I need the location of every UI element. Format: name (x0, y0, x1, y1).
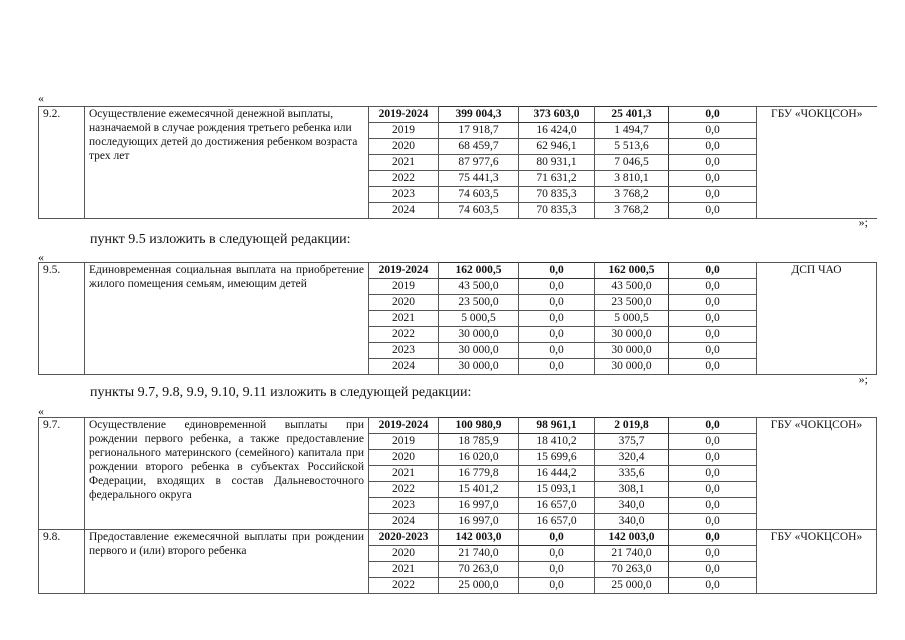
program-measures-table (38, 417, 877, 594)
federal-budget-cell: 16 444,2 (519, 466, 595, 482)
total-amount-cell: 100 980,9 (439, 418, 519, 434)
period-cell: 2019 (369, 123, 439, 139)
responsible-executor: ГБУ «ЧОКЦСОН» (757, 418, 877, 530)
other-sources-cell: 0,0 (669, 187, 757, 203)
regional-budget-cell: 5 513,6 (595, 139, 669, 155)
total-amount-cell: 30 000,0 (439, 327, 519, 343)
other-sources-cell: 0,0 (669, 359, 757, 375)
close-quote-mark: »; (858, 215, 868, 229)
open-quote-mark: « (38, 404, 44, 418)
federal-budget-cell: 373 603,0 (519, 107, 595, 123)
other-sources-cell: 0,0 (669, 450, 757, 466)
regional-budget-cell: 1 494,7 (595, 123, 669, 139)
other-sources-cell: 0,0 (669, 514, 757, 530)
other-sources-cell: 0,0 (669, 139, 757, 155)
federal-budget-cell: 62 946,1 (519, 139, 595, 155)
measure-number: 9.7. (39, 418, 85, 530)
total-amount-cell: 18 785,9 (439, 434, 519, 450)
period-cell: 2024 (369, 203, 439, 219)
federal-budget-cell: 0,0 (519, 562, 595, 578)
total-amount-cell: 16 997,0 (439, 514, 519, 530)
federal-budget-cell: 0,0 (519, 263, 595, 279)
federal-budget-cell: 0,0 (519, 546, 595, 562)
federal-budget-cell: 70 835,3 (519, 203, 595, 219)
total-amount-cell: 162 000,5 (439, 263, 519, 279)
regional-budget-cell: 30 000,0 (595, 327, 669, 343)
responsible-executor: ГБУ «ЧОКЦСОН» (757, 530, 877, 594)
regional-budget-cell: 21 740,0 (595, 546, 669, 562)
total-amount-cell: 25 000,0 (439, 578, 519, 594)
other-sources-cell: 0,0 (669, 530, 757, 546)
measure-number: 9.2. (39, 107, 85, 219)
measure-name: Единовременная социальная выплата на приобретение жилого помещения семьям, имеющим детей (85, 263, 369, 375)
federal-budget-cell: 71 631,2 (519, 171, 595, 187)
measure-number: 9.5. (39, 263, 85, 375)
period-cell: 2023 (369, 498, 439, 514)
total-amount-cell: 70 263,0 (439, 562, 519, 578)
total-amount-cell: 75 441,3 (439, 171, 519, 187)
period-cell: 2020 (369, 139, 439, 155)
other-sources-cell: 0,0 (669, 562, 757, 578)
measure-name: Предоставление ежемесячной выплаты при рождении первого и (или) второго ребенка (85, 530, 369, 594)
regional-budget-cell: 30 000,0 (595, 343, 669, 359)
federal-budget-cell: 0,0 (519, 530, 595, 546)
instruction-paragraph: пункты 9.7, 9.8, 9.9, 9.10, 9.11 изложить в следующей редакции: (90, 385, 472, 400)
total-amount-cell: 30 000,0 (439, 359, 519, 375)
other-sources-cell: 0,0 (669, 171, 757, 187)
regional-budget-cell: 43 500,0 (595, 279, 669, 295)
federal-budget-cell: 0,0 (519, 295, 595, 311)
regional-budget-cell: 142 003,0 (595, 530, 669, 546)
total-amount-cell: 74 603,5 (439, 203, 519, 219)
regional-budget-cell: 3 810,1 (595, 171, 669, 187)
federal-budget-cell: 98 961,1 (519, 418, 595, 434)
federal-budget-cell: 16 424,0 (519, 123, 595, 139)
federal-budget-cell: 15 699,6 (519, 450, 595, 466)
total-amount-cell: 23 500,0 (439, 295, 519, 311)
federal-budget-cell: 16 657,0 (519, 514, 595, 530)
federal-budget-cell: 15 093,1 (519, 482, 595, 498)
program-measures-table (38, 262, 877, 375)
regional-budget-cell: 25 000,0 (595, 578, 669, 594)
regional-budget-cell: 162 000,5 (595, 263, 669, 279)
total-amount-cell: 5 000,5 (439, 311, 519, 327)
period-cell: 2023 (369, 343, 439, 359)
regional-budget-cell: 340,0 (595, 514, 669, 530)
other-sources-cell: 0,0 (669, 107, 757, 123)
instruction-paragraph: пункт 9.5 изложить в следующей редакции: (90, 232, 351, 247)
other-sources-cell: 0,0 (669, 311, 757, 327)
regional-budget-cell: 23 500,0 (595, 295, 669, 311)
total-amount-cell: 68 459,7 (439, 139, 519, 155)
federal-budget-cell: 70 835,3 (519, 187, 595, 203)
period-cell: 2024 (369, 514, 439, 530)
total-amount-cell: 16 020,0 (439, 450, 519, 466)
total-amount-cell: 17 918,7 (439, 123, 519, 139)
open-quote-mark: « (38, 250, 44, 264)
regional-budget-cell: 25 401,3 (595, 107, 669, 123)
other-sources-cell: 0,0 (669, 418, 757, 434)
responsible-executor: ГБУ «ЧОКЦСОН» (757, 107, 877, 219)
total-amount-cell: 16 997,0 (439, 498, 519, 514)
other-sources-cell: 0,0 (669, 466, 757, 482)
total-amount-cell: 74 603,5 (439, 187, 519, 203)
regional-budget-cell: 2 019,8 (595, 418, 669, 434)
period-cell: 2020 (369, 450, 439, 466)
other-sources-cell: 0,0 (669, 263, 757, 279)
period-cell: 2022 (369, 578, 439, 594)
period-cell: 2022 (369, 327, 439, 343)
regional-budget-cell: 320,4 (595, 450, 669, 466)
federal-budget-cell: 0,0 (519, 311, 595, 327)
period-cell: 2019-2024 (369, 107, 439, 123)
other-sources-cell: 0,0 (669, 546, 757, 562)
federal-budget-cell: 16 657,0 (519, 498, 595, 514)
period-cell: 2020 (369, 546, 439, 562)
federal-budget-cell: 0,0 (519, 327, 595, 343)
regional-budget-cell: 70 263,0 (595, 562, 669, 578)
period-cell: 2022 (369, 171, 439, 187)
period-cell: 2020 (369, 295, 439, 311)
federal-budget-cell: 18 410,2 (519, 434, 595, 450)
total-amount-cell: 142 003,0 (439, 530, 519, 546)
period-cell: 2023 (369, 187, 439, 203)
table-row-total (39, 418, 877, 434)
other-sources-cell: 0,0 (669, 578, 757, 594)
federal-budget-cell: 0,0 (519, 279, 595, 295)
period-cell: 2019-2024 (369, 263, 439, 279)
total-amount-cell: 30 000,0 (439, 343, 519, 359)
responsible-executor: ДСП ЧАО (757, 263, 877, 375)
table-row-total (39, 263, 877, 279)
other-sources-cell: 0,0 (669, 295, 757, 311)
regional-budget-cell: 340,0 (595, 498, 669, 514)
federal-budget-cell: 80 931,1 (519, 155, 595, 171)
total-amount-cell: 43 500,0 (439, 279, 519, 295)
measure-name: Осуществление ежемесячной денежной выплаты, назначаемой в случае рождения третьего ребенка или последующих детей до достижения ребенком возраста трех лет (85, 107, 369, 219)
period-cell: 2022 (369, 482, 439, 498)
period-cell: 2021 (369, 311, 439, 327)
regional-budget-cell: 5 000,5 (595, 311, 669, 327)
table-row-total (39, 530, 877, 546)
other-sources-cell: 0,0 (669, 343, 757, 359)
other-sources-cell: 0,0 (669, 155, 757, 171)
total-amount-cell: 16 779,8 (439, 466, 519, 482)
period-cell: 2021 (369, 155, 439, 171)
period-cell: 2024 (369, 359, 439, 375)
federal-budget-cell: 0,0 (519, 578, 595, 594)
total-amount-cell: 15 401,2 (439, 482, 519, 498)
other-sources-cell: 0,0 (669, 482, 757, 498)
regional-budget-cell: 3 768,2 (595, 203, 669, 219)
other-sources-cell: 0,0 (669, 327, 757, 343)
total-amount-cell: 87 977,6 (439, 155, 519, 171)
measure-name: Осуществление единовременной выплаты при рождении первого ребенка, а также предоставление регионального материнского (семейного) капитала при рождении второго ребенка в субъектах Российской Федерации, входящих в состав Дальневосточного федерального округа (85, 418, 369, 530)
period-cell: 2021 (369, 466, 439, 482)
table-row-total (39, 107, 877, 123)
other-sources-cell: 0,0 (669, 123, 757, 139)
period-cell: 2020-2023 (369, 530, 439, 546)
regional-budget-cell: 335,6 (595, 466, 669, 482)
period-cell: 2019 (369, 434, 439, 450)
program-measures-table (38, 106, 877, 219)
total-amount-cell: 21 740,0 (439, 546, 519, 562)
regional-budget-cell: 3 768,2 (595, 187, 669, 203)
other-sources-cell: 0,0 (669, 279, 757, 295)
other-sources-cell: 0,0 (669, 203, 757, 219)
measure-number: 9.8. (39, 530, 85, 594)
other-sources-cell: 0,0 (669, 434, 757, 450)
regional-budget-cell: 7 046,5 (595, 155, 669, 171)
regional-budget-cell: 30 000,0 (595, 359, 669, 375)
period-cell: 2021 (369, 562, 439, 578)
open-quote-mark: « (38, 91, 44, 105)
period-cell: 2019 (369, 279, 439, 295)
regional-budget-cell: 308,1 (595, 482, 669, 498)
total-amount-cell: 399 004,3 (439, 107, 519, 123)
period-cell: 2019-2024 (369, 418, 439, 434)
federal-budget-cell: 0,0 (519, 343, 595, 359)
regional-budget-cell: 375,7 (595, 434, 669, 450)
close-quote-mark: »; (858, 372, 868, 386)
federal-budget-cell: 0,0 (519, 359, 595, 375)
other-sources-cell: 0,0 (669, 498, 757, 514)
